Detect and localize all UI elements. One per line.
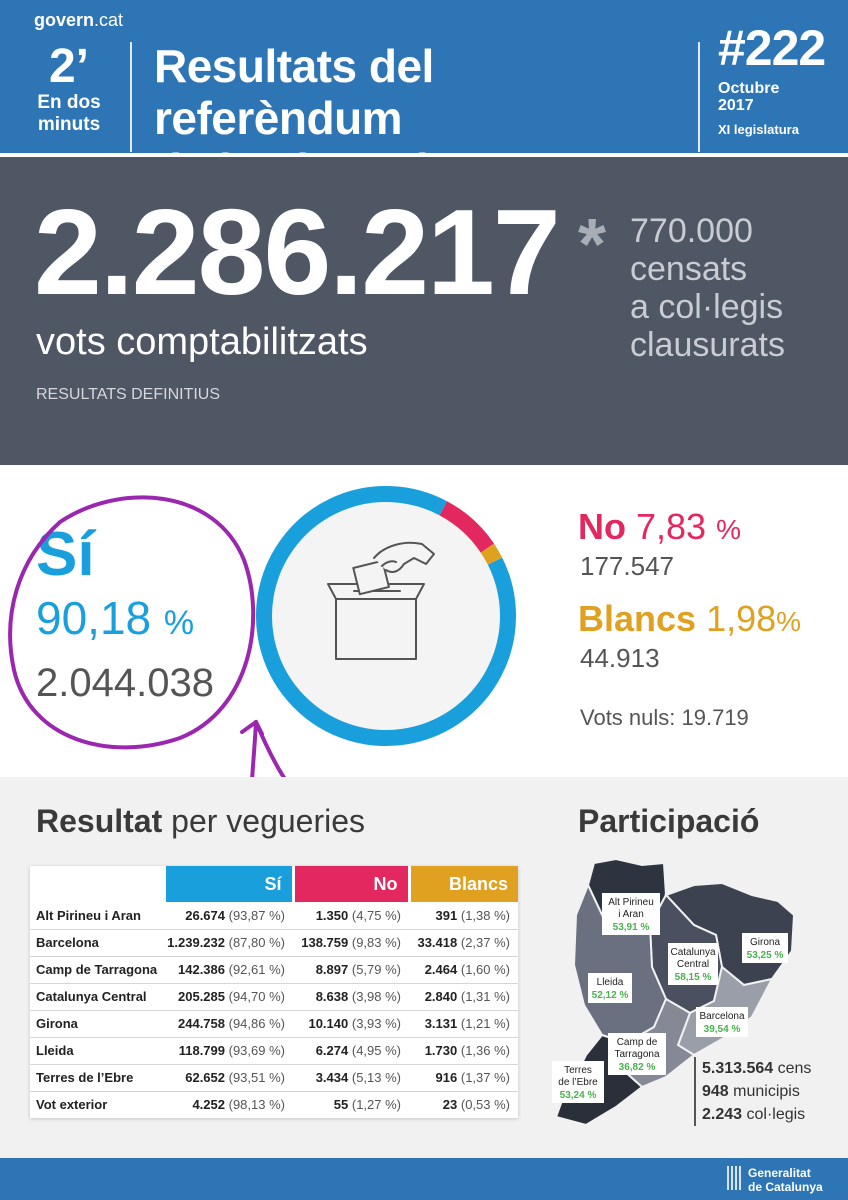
cell-blancs-pct: (1,38 %) xyxy=(460,907,510,923)
vegueries-title-bold: Resultat xyxy=(36,803,163,839)
note-line2: censats xyxy=(630,250,748,288)
svg-text:53,24 %: 53,24 % xyxy=(559,1090,597,1101)
cell-si xyxy=(166,902,293,929)
vegueria-name: Girona xyxy=(30,1010,166,1037)
note-line1: 770.000 xyxy=(630,212,753,250)
vegueria-name: Alt Pirineu i Aran xyxy=(36,907,141,923)
brand-bold: govern xyxy=(34,10,95,30)
results-donut xyxy=(254,484,518,748)
participation-stats xyxy=(694,1057,811,1126)
blancs-votes: 44.913 xyxy=(580,643,660,673)
stat-municipis-label: municipis xyxy=(728,1083,800,1100)
no-pct-sign: % xyxy=(716,514,742,545)
cell-si-pct: (93,87 %) xyxy=(228,907,285,923)
no-votes: 177.547 xyxy=(580,551,674,581)
cell-no xyxy=(293,1064,409,1091)
si-pct-sign: % xyxy=(163,604,195,642)
cell-no-pct: (4,75 %) xyxy=(351,907,401,923)
badge-line1: En dos xyxy=(37,92,101,113)
label-cat-central xyxy=(668,943,718,985)
cell-blancs-value: 3.131 xyxy=(424,1016,458,1031)
svg-text:Girona: Girona xyxy=(749,937,781,948)
vegueria-name: Camp de Tarragona xyxy=(30,956,166,983)
svg-text:Alt Pirineu: Alt Pirineu xyxy=(608,897,654,908)
cell-no-value: 3.434 xyxy=(315,1070,349,1085)
svg-text:53,91 %: 53,91 % xyxy=(612,922,650,933)
cell-no-pct: (1,27 %) xyxy=(351,1097,401,1113)
badge-number: 2’ xyxy=(48,40,90,93)
svg-text:Central: Central xyxy=(676,959,710,970)
cell-blancs-pct: (1,31 %) xyxy=(460,989,510,1004)
header-divider-left xyxy=(130,42,132,152)
svg-text:39,54 %: 39,54 % xyxy=(703,1024,741,1035)
table-row xyxy=(30,929,518,956)
cell-si-pct: (92,61 %) xyxy=(228,962,285,977)
label-alt-pirineu xyxy=(602,893,660,935)
cell-blancs xyxy=(409,1010,518,1037)
svg-text:Lleida: Lleida xyxy=(596,977,624,988)
note-line3: a col·legis xyxy=(630,288,784,326)
cell-si-value: 142.386 xyxy=(178,962,225,977)
issue-info xyxy=(718,20,825,137)
cell-si-value: 244.758 xyxy=(178,1016,225,1031)
blancs-pct: 1,98 xyxy=(706,598,777,639)
stat-cens-value: 5.313.564 xyxy=(702,1060,774,1077)
results-status: RESULTATS DEFINITIUS xyxy=(36,386,221,403)
cell-si-pct: (93,51 %) xyxy=(228,1070,285,1085)
cell-si xyxy=(166,1064,293,1091)
stat-municipis xyxy=(702,1080,811,1103)
table-row xyxy=(30,1064,518,1091)
table-row xyxy=(30,983,518,1010)
footer-bar xyxy=(0,1158,848,1200)
cell-no-value: 6.274 xyxy=(315,1043,349,1058)
cell-blancs xyxy=(409,902,518,929)
si-pct-value: 90,18 xyxy=(36,592,152,644)
cell-blancs-value: 2.840 xyxy=(424,989,458,1004)
table-row xyxy=(30,902,518,929)
cell-no-value: 8.897 xyxy=(315,962,349,977)
org-name-line2: de Catalunya xyxy=(748,1180,823,1194)
results-panel xyxy=(0,465,848,777)
cell-si xyxy=(166,929,293,956)
svg-text:36,82 %: 36,82 % xyxy=(618,1062,656,1073)
stat-municipis-value: 948 xyxy=(702,1083,729,1100)
issue-number: #222 xyxy=(718,20,826,76)
cell-no-value: 1.350 xyxy=(315,907,349,923)
table-row xyxy=(30,956,518,983)
blancs-result xyxy=(578,599,801,642)
stat-collegis-label: col·legis xyxy=(742,1106,806,1123)
table-header-blank xyxy=(30,866,166,902)
cell-blancs xyxy=(409,983,518,1010)
vegueries-title-light: per vegueries xyxy=(162,803,366,839)
stat-collegis-value: 2.243 xyxy=(702,1106,743,1123)
title-line1: Resultats del referèndum xyxy=(154,40,434,144)
svg-text:i Aran: i Aran xyxy=(618,909,644,920)
cell-no xyxy=(293,1091,409,1118)
svg-text:Catalunya: Catalunya xyxy=(670,947,716,958)
vegueria-name: Vot exterior xyxy=(30,1091,166,1118)
cell-no-value: 55 xyxy=(333,1097,349,1113)
label-girona xyxy=(742,933,788,963)
header-banner xyxy=(0,0,848,155)
stat-cens xyxy=(702,1057,811,1080)
cell-blancs-value: 391 xyxy=(435,907,458,923)
cell-si xyxy=(166,1037,293,1064)
null-votes: Vots nuls: 19.719 xyxy=(580,705,749,730)
cell-no-pct: (4,95 %) xyxy=(351,1043,401,1058)
cell-si-value: 62.652 xyxy=(185,1070,225,1085)
si-label: Sí xyxy=(36,520,95,589)
details-panel xyxy=(0,777,848,1158)
brand-logo[interactable] xyxy=(34,10,123,31)
cell-blancs-pct: (1,36 %) xyxy=(460,1043,510,1058)
participation-title: Participació xyxy=(578,803,760,839)
cell-blancs xyxy=(409,956,518,983)
table-row xyxy=(30,1037,518,1064)
cell-no-value: 138.759 xyxy=(301,935,349,950)
svg-text:58,15 %: 58,15 % xyxy=(674,972,712,983)
svg-text:52,12 %: 52,12 % xyxy=(591,990,629,1001)
blancs-pct-sign: % xyxy=(776,606,802,637)
table-header-no: No xyxy=(293,866,409,902)
cell-blancs xyxy=(409,1037,518,1064)
no-label: No xyxy=(578,506,626,547)
svg-text:Camp de: Camp de xyxy=(616,1037,658,1048)
cell-blancs-pct: (1,21 %) xyxy=(460,1016,510,1031)
cell-no xyxy=(293,1010,409,1037)
cell-blancs-pct: (1,60 %) xyxy=(460,962,510,977)
generalitat-emblem-icon xyxy=(726,1165,742,1191)
cell-si xyxy=(166,956,293,983)
table-header-blancs: Blancs xyxy=(409,866,518,902)
cell-si-value: 1.239.232 xyxy=(167,935,225,950)
label-lleida xyxy=(588,973,632,1003)
cell-blancs-pct: (1,37 %) xyxy=(460,1070,510,1085)
closed-schools-note xyxy=(630,212,830,364)
no-pct: 7,83 xyxy=(636,506,707,547)
stat-cens-label: cens xyxy=(773,1060,812,1077)
donut-segment-blancs xyxy=(487,548,495,561)
cell-si xyxy=(166,1091,293,1118)
si-votes: 2.044.038 xyxy=(36,661,214,705)
cell-no xyxy=(293,1037,409,1064)
svg-text:53,25 %: 53,25 % xyxy=(746,950,784,961)
badge-line2: minuts xyxy=(37,114,101,135)
cell-no xyxy=(293,929,409,956)
table-row xyxy=(30,1091,518,1118)
cell-si-pct: (94,86 %) xyxy=(228,1016,285,1031)
total-votes-count: 2.286.217 xyxy=(34,184,559,320)
cell-blancs-value: 916 xyxy=(435,1070,458,1085)
cell-no-pct: (3,98 %) xyxy=(351,989,401,1004)
cell-blancs-value: 33.418 xyxy=(417,935,458,950)
issue-legislature: XI legislatura xyxy=(718,122,799,137)
cell-si-value: 205.285 xyxy=(178,989,225,1004)
total-votes-label: vots comptabilitzats xyxy=(36,321,368,363)
vegueria-name: Barcelona xyxy=(30,929,166,956)
cell-si-pct: (94,70 %) xyxy=(228,989,285,1004)
cell-blancs-pct: (0,53 %) xyxy=(460,1097,510,1113)
table-row xyxy=(30,1010,518,1037)
brand-domain: .cat xyxy=(94,10,124,30)
cell-blancs-pct: (2,37 %) xyxy=(460,935,510,950)
vegueries-table xyxy=(30,866,518,1118)
cell-no-value: 8.638 xyxy=(315,989,349,1004)
cell-blancs xyxy=(409,1064,518,1091)
note-line4: clausurats xyxy=(630,326,785,364)
vegueries-title xyxy=(36,801,365,841)
cell-no-pct: (9,83 %) xyxy=(351,935,401,950)
cell-no-pct: (5,13 %) xyxy=(351,1070,401,1085)
cell-si xyxy=(166,1010,293,1037)
blancs-label: Blancs xyxy=(578,598,697,639)
vegueria-name: Catalunya Central xyxy=(30,983,166,1010)
cell-si-pct: (98,13 %) xyxy=(228,1097,285,1113)
cell-blancs xyxy=(409,929,518,956)
series-badge xyxy=(34,42,104,136)
issue-month: Octubre xyxy=(718,80,780,97)
cell-no-pct: (5,79 %) xyxy=(351,962,401,977)
vegueria-name: Terres de l’Ebre xyxy=(30,1064,166,1091)
cell-si-value: 118.799 xyxy=(178,1043,225,1058)
vegueria-name: Lleida xyxy=(30,1037,166,1064)
cell-si xyxy=(166,983,293,1010)
org-name-line1: Generalitat xyxy=(748,1166,811,1180)
cell-si-pct: (87,80 %) xyxy=(228,935,285,950)
svg-text:de l’Ebre: de l’Ebre xyxy=(558,1077,598,1088)
cell-si-value: 26.674 xyxy=(185,907,225,923)
stat-collegis xyxy=(702,1103,811,1126)
cell-no xyxy=(293,956,409,983)
cell-si-pct: (93,69 %) xyxy=(228,1043,285,1058)
total-votes-panel xyxy=(0,157,848,465)
svg-text:Terres: Terres xyxy=(564,1065,592,1076)
donut-chart xyxy=(254,484,518,748)
cell-blancs-value: 1.730 xyxy=(424,1043,458,1058)
svg-text:Barcelona: Barcelona xyxy=(699,1011,745,1022)
cell-no-value: 10.140 xyxy=(308,1016,349,1031)
cell-no xyxy=(293,983,409,1010)
asterisk-icon: * xyxy=(578,205,607,285)
label-terres-ebre xyxy=(552,1061,604,1103)
cell-blancs-value: 2.464 xyxy=(424,962,458,977)
label-camp-tarragona xyxy=(608,1033,666,1075)
cell-no xyxy=(293,902,409,929)
issue-year: 2017 xyxy=(718,97,754,114)
svg-text:Tarragona: Tarragona xyxy=(614,1049,660,1060)
cell-blancs-value: 23 xyxy=(442,1097,458,1113)
cell-no-pct: (3,93 %) xyxy=(351,1016,401,1031)
si-percentage xyxy=(36,593,194,648)
cell-si-value: 4.252 xyxy=(192,1097,225,1113)
cell-blancs xyxy=(409,1091,518,1118)
table-header-si: Sí xyxy=(166,866,293,902)
header-divider-right xyxy=(698,42,700,152)
label-barcelona xyxy=(696,1007,748,1037)
no-result xyxy=(578,507,741,550)
